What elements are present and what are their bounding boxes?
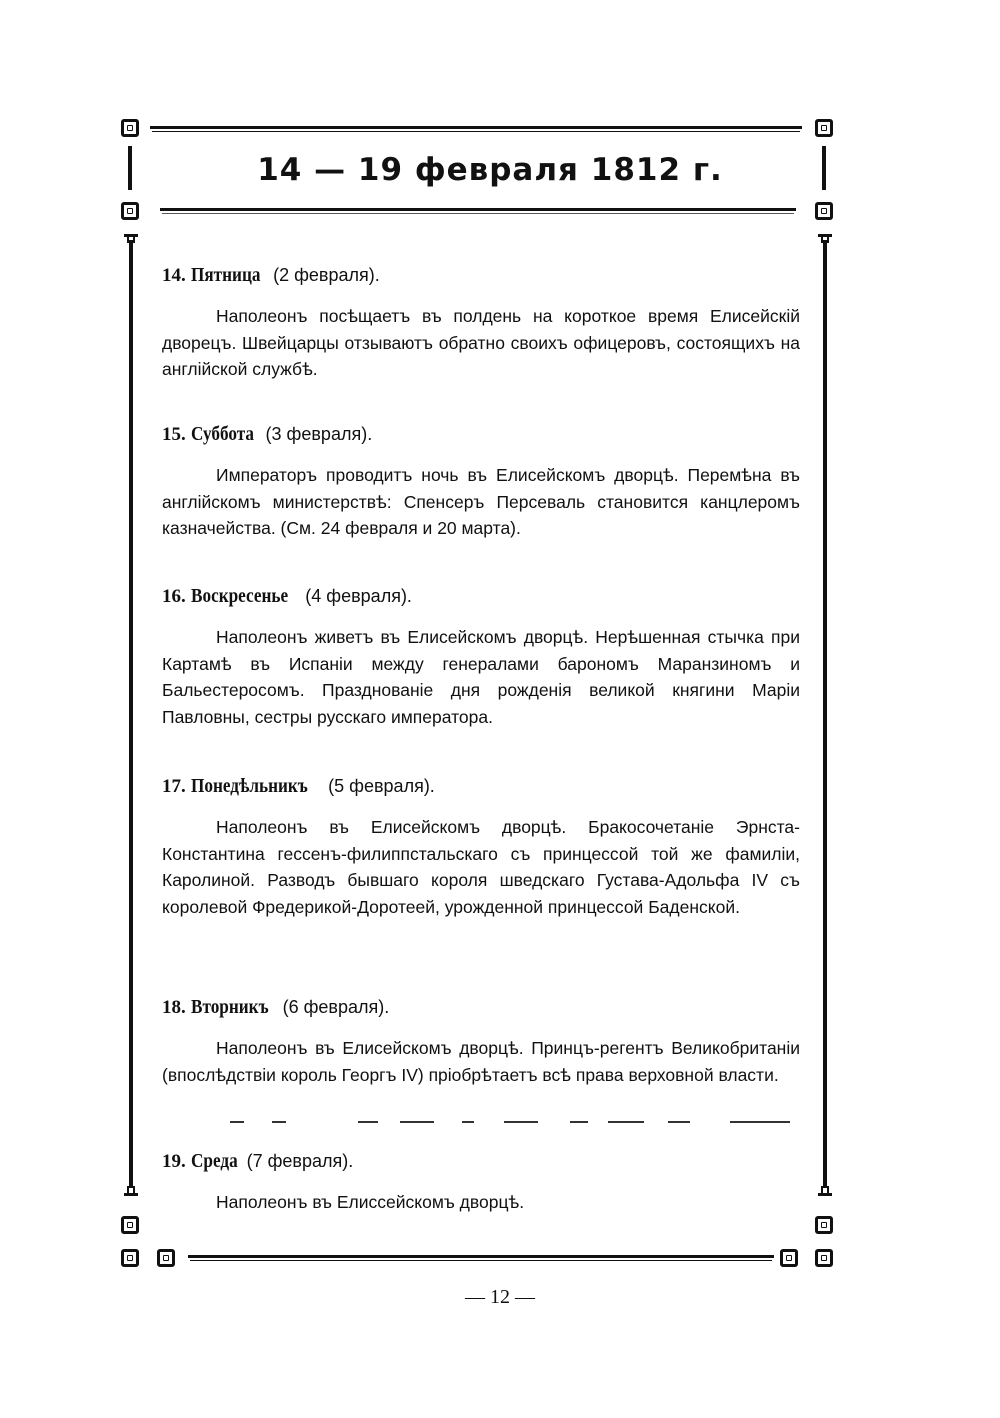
frame-ornament-corner-right-1 xyxy=(780,1249,798,1267)
entry-text: Наполеонъ въ Елисейскомъ дворцѣ. Принцъ-регентъ Великобританіи (впослѣдствіи король Георгъ IV) пріобрѣтаетъ всѣ права верховной власти. xyxy=(162,1038,800,1085)
entry-number: 18. xyxy=(162,997,186,1018)
entry-weekday: Понедѣльникъ xyxy=(191,775,308,797)
entry-number: 15. xyxy=(162,424,186,445)
frame-ornament-top-left xyxy=(121,119,139,137)
frame-ornament-bottom-left xyxy=(121,1216,139,1234)
left-column-base xyxy=(124,1186,138,1196)
entry-old-style-date: (4 февраля). xyxy=(305,586,412,606)
entry-14 xyxy=(162,262,800,383)
left-column xyxy=(129,240,133,1186)
frame-ornament-corner-right-2 xyxy=(815,1249,833,1267)
entry-text: Наполеонъ въ Елисейскомъ дворцѣ. Бракосочетаніе Эрнста-Константина гессенъ-филиппстальскаго съ принцессой той же фамиліи, Каролиной. Разводъ бывшаго короля шведскаго Густава-Адольфа IV съ королевой Фредерикой-Доротеей, урожденной принцессой Баденской. xyxy=(162,817,800,917)
frame-left-bar-top xyxy=(128,146,132,190)
entry-weekday: Суббота xyxy=(191,423,255,445)
entry-weekday: Вторникъ xyxy=(191,996,269,1018)
entry-heading xyxy=(162,421,800,447)
entry-text: Наполеонъ въ Елиссейскомъ дворцѣ. xyxy=(216,1192,525,1212)
entry-weekday: Среда xyxy=(191,1150,238,1172)
entry-text: Императоръ проводитъ ночь въ Елисейскомъ дворцѣ. Перемѣна въ англійскомъ министерствѣ: Спенсеръ Персеваль становится канцлеромъ казначейства. (См. 24 февраля и 20 марта). xyxy=(162,465,800,538)
frame-bottom-rule-inner xyxy=(190,1260,772,1261)
right-column-base xyxy=(818,1186,832,1196)
frame-ornament-mid-left xyxy=(121,202,139,220)
title-underline-inner xyxy=(162,213,794,214)
entry-old-style-date: (2 февраля). xyxy=(273,265,380,285)
entry-heading xyxy=(162,773,800,799)
frame-ornament-corner-left-2 xyxy=(157,1249,175,1267)
print-specks xyxy=(230,1121,800,1125)
entry-text: Наполеонъ живетъ въ Елисейскомъ дворцѣ. Нерѣшенная стычка при Картамѣ въ Испаніи между генералами барономъ Маранзиномъ и Бальестеросомъ. Празднованіе дня рожденія великой княгини Маріи Павловны, сестры русскаго императора. xyxy=(162,627,800,727)
right-column xyxy=(823,240,827,1186)
entry-15 xyxy=(162,421,800,542)
entry-weekday: Пятница xyxy=(191,264,261,286)
frame-ornament-top-right xyxy=(815,119,833,137)
entry-text: Наполеонъ посѣщаетъ въ полдень на короткое время Елисейскій дворецъ. Швейцарцы отзываютъ обратно своихъ офицеровъ, состоящихъ на англійской службѣ. xyxy=(162,306,800,379)
entry-number: 14. xyxy=(162,265,186,286)
entry-18 xyxy=(162,994,800,1088)
entry-17 xyxy=(162,773,800,920)
entry-number: 16. xyxy=(162,586,186,607)
entry-heading xyxy=(162,994,800,1020)
entry-19 xyxy=(162,1148,800,1216)
frame-ornament-bottom-right xyxy=(815,1216,833,1234)
entry-old-style-date: (3 февраля). xyxy=(265,424,373,444)
entry-16 xyxy=(162,583,800,730)
entry-number: 17. xyxy=(162,776,186,797)
page-title: 14 — 19 февраля 1812 г. xyxy=(257,152,723,188)
entry-heading xyxy=(162,1148,800,1174)
entry-weekday: Воскресенье xyxy=(191,585,289,607)
entry-heading xyxy=(162,583,800,609)
entry-old-style-date: (5 февраля). xyxy=(328,776,435,796)
frame-bottom-rule xyxy=(188,1255,774,1258)
frame-top-rule xyxy=(150,126,802,129)
frame-right-bar-top xyxy=(822,146,826,190)
frame-ornament-corner-left-1 xyxy=(121,1249,139,1267)
frame-ornament-mid-right xyxy=(815,202,833,220)
entry-old-style-date: (7 февраля). xyxy=(246,1151,354,1171)
title-underline xyxy=(160,208,796,211)
entry-number: 19. xyxy=(162,1151,186,1172)
entry-heading xyxy=(162,262,800,288)
frame-top-rule-inner xyxy=(152,131,800,132)
page-number: — 12 — xyxy=(465,1286,535,1308)
entry-old-style-date: (6 февраля). xyxy=(282,997,390,1017)
